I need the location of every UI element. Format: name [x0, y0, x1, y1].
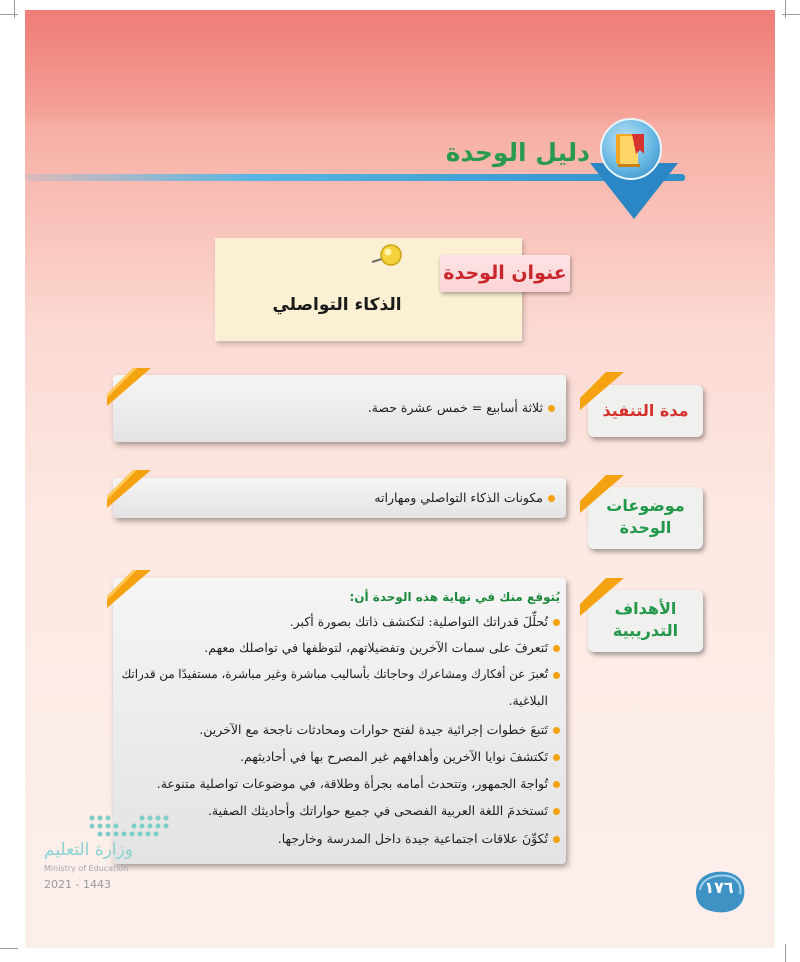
bullet-icon: [553, 754, 560, 761]
goal-item: تُواجهَ الجمهور، وتتحدث أمامه بجرأة وطلاقة، في موضوعات تواصلية متنوعة.: [140, 776, 560, 791]
goal-item: تُكوِّنَ علاقات اجتماعية جيدة داخل المدرسة وخارجها.: [140, 831, 560, 846]
crop-mark: [785, 944, 786, 962]
bullet-icon: [553, 781, 560, 788]
bullet-icon: [553, 727, 560, 734]
topics-item: مكونات الذكاء التواصلي ومهاراته: [250, 490, 555, 505]
ministry-name-en: Ministry of Education: [44, 864, 129, 873]
book-emblem-icon: [580, 118, 690, 218]
topics-label: موضوعات الوحدة: [588, 487, 703, 549]
goal-item: تَكتشفَ نوايا الآخرين وأهدافهم غير المصرح بها في أحاديثهم.: [140, 749, 560, 764]
crop-mark: [0, 14, 18, 15]
goals-label: الأهداف التدريبية: [588, 590, 703, 652]
corner-ribbon-icon: [580, 372, 628, 412]
bullet-icon: [553, 672, 560, 679]
corner-ribbon-icon: [580, 578, 628, 618]
duration-label: مدة التنفيذ: [588, 385, 703, 437]
goal-item: تَتعرفَ على سمات الآخرين وتفضيلاتهم، لتوظفها في تواصلك معهم.: [140, 640, 560, 655]
goals-intro: يُتوقع منك في نهاية هذه الوحدة أن:: [349, 590, 560, 604]
bullet-icon: [553, 808, 560, 815]
bullet-icon: [553, 645, 560, 652]
unit-title-value: الذكاء التواصلي: [272, 295, 402, 315]
crop-mark: [14, 0, 15, 18]
bullet-icon: [548, 405, 555, 412]
bullet-icon: [548, 495, 555, 502]
goal-item: تَستخدمَ اللغة العربية الفصحى في جميع حواراتك وأحاديثك الصفية.: [140, 803, 560, 818]
goal-item: تُحلِّلَ قدراتك التواصلية: لتكتشف ذاتك بصورة أكبر.: [140, 614, 560, 629]
ministry-name-ar: وزارة التعليم: [44, 840, 133, 860]
corner-ribbon-icon: [580, 475, 628, 515]
bullet-icon: [553, 619, 560, 626]
unit-title-label: عنوان الوحدة: [440, 255, 570, 292]
ministry-year: 2021 - 1443: [44, 878, 111, 891]
goal-item-continuation: البلاغية.: [508, 693, 548, 708]
goal-item: تَتبعَ خطوات إجرائية جيدة لفتح حوارات ومحادثات ناجحة مع الآخرين.: [140, 722, 560, 737]
page-number: ١٧٦: [704, 878, 734, 897]
unit-guide-title: دليل الوحدة: [445, 138, 590, 167]
crop-mark: [0, 948, 18, 949]
corner-ribbon-icon: [107, 470, 155, 510]
goal-item: تُعبرَ عن أفكارك ومشاعرك وحاجاتك بأساليب مباشرة وغير مباشرة، مستفيدًا من قدراتك: [125, 667, 560, 681]
corner-ribbon-icon: [107, 368, 155, 408]
header-band: [25, 10, 775, 128]
pushpin-icon: [370, 240, 404, 274]
bullet-icon: [553, 836, 560, 843]
duration-item: ثلاثة أسابيع = خمس عشرة حصة.: [250, 400, 555, 415]
crop-mark: [785, 0, 786, 18]
